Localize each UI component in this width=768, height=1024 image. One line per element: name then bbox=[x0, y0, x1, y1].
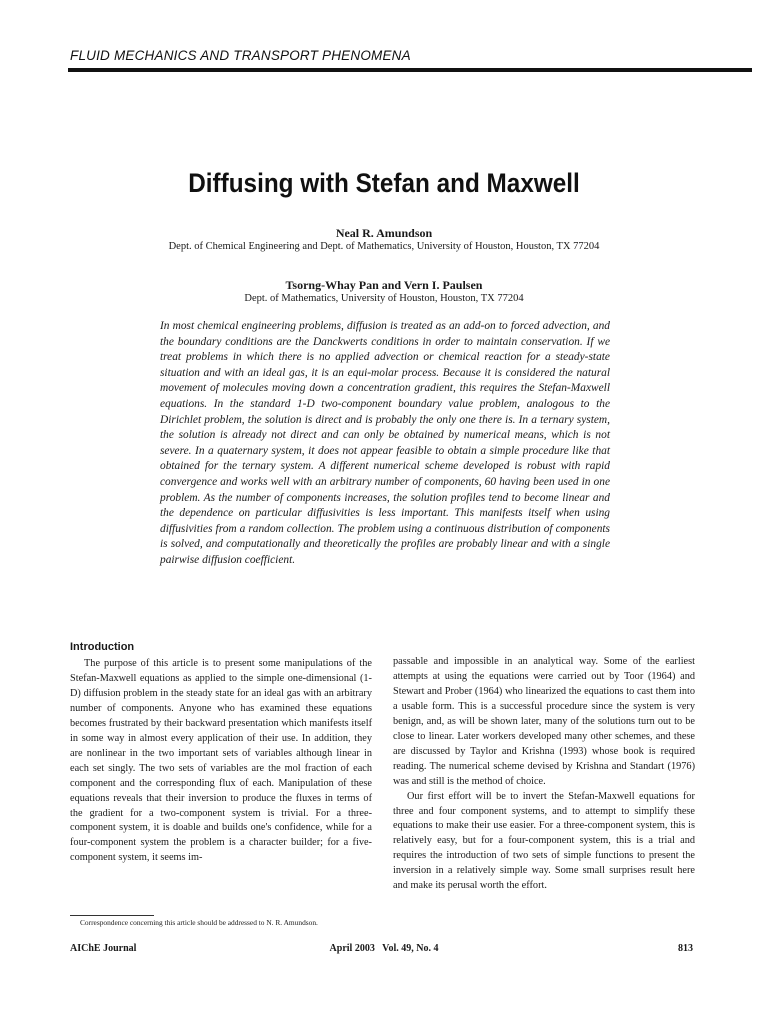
author-line-1: Neal R. Amundson bbox=[335, 226, 433, 240]
body-column-right bbox=[393, 655, 695, 894]
section-heading-introduction: Introduction bbox=[70, 641, 135, 653]
article-title: Diffusing with Stefan and Maxwell bbox=[188, 168, 580, 198]
body-paragraph: passable and impossible in an analytical way. Some of the earliest attempts at using the equations were carried out by Toor (1964) and Stewart and Prober (1964) who linearized the equations to cast them into a usable form. This is a successful procedure since the system is very benign, and, as will be shown later, many of the solutions turn out to be close to linear. Later workers developed many other schemes, and these are discussed by Taylor and Krishna (1993) whose book is required reading. The numerical scheme devised by Krishna and Standart (1976) was and still is the method of choice. bbox=[393, 656, 695, 787]
author-line-2: Tsorng-Whay Pan and Vern I. Paulsen bbox=[285, 278, 483, 292]
header-rule bbox=[68, 68, 752, 72]
correspondence-footnote: Correspondence concerning this article should be addressed to N. R. Amundson. bbox=[80, 918, 318, 927]
footer-journal-name: AIChE Journal bbox=[70, 943, 137, 954]
affiliation-line-2: Dept. of Mathematics, University of Houston, Houston, TX 77204 bbox=[244, 293, 524, 304]
footnote-rule bbox=[70, 915, 154, 916]
footer-page-number: 813 bbox=[678, 943, 693, 954]
body-column-left bbox=[70, 640, 372, 866]
affiliation-line-1: Dept. of Chemical Engineering and Dept. of Mathematics, University of Houston, Houston, TX 77204 bbox=[168, 241, 600, 252]
journal-section-header: FLUID MECHANICS AND TRANSPORT PHENOMENA bbox=[70, 48, 411, 63]
abstract: In most chemical engineering problems, diffusion is treated as an add-on to forced advection, and the boundary conditions are the Danckwerts conditions in order to maintain conservation. If we treat problems in which there is no applied advection or chemical reaction for a steady-state situation and with an ideal gas, it is an equi-molar process. Because it is considered the natural movement of molecules moving down a concentration gradient, this requires the Stefan-Maxwell equations. In the standard 1-D two-component boundary value problem, analogous to the Dirichlet problem, the solution is direct and is probably the only one there is. In a ternary system, the solution is already not direct and can only be obtained by numerical means, which is not severe. In a quaternary system, it does not appear feasible to obtain a simple procedure like that obtained for the ternary system. A different numerical scheme developed is robust with rapid convergence and works well with an arbitrary number of components, 60 having been used in one problem. As the number of components increases, the solution profiles tend to become linear and the dependence on particular diffusivities is less important. This manifests itself when using diffusivities from a random collection. The problem using a continuous distribution of components is solved, and computationally and theoretically the profiles are probably linear and with a single pairwise diffusion coefficient. bbox=[160, 320, 610, 566]
footer-issue: April 2003 Vol. 49, No. 4 bbox=[329, 943, 439, 954]
body-paragraph: The purpose of this article is to present some manipulations of the Stefan-Maxwell equations as applied to the simple one-dimensional (1-D) diffusion problem in the steady state for an ideal gas with an arbitrary number of components. Anyone who has examined these equations becomes frustrated by their backward presentation which manifests itself in some way in almost every application of their use. In addition, they are nonlinear in the two important sets of variables although linear in each set singly. The two sets of variables are the mol fraction of each component and the corresponding flux of each. Manipulation of these equations reveals that their inversion to produce the fluxes in terms of the gradient for a two-component system is trivial. For a three-component system, it is doable and builds one's confidence, while for a four-component system the problem is a character builder; for a five-component system, it seems im- bbox=[70, 658, 372, 864]
body-paragraph: Our first effort will be to invert the Stefan-Maxwell equations for three and four component systems, and to attempt to simplify these equations to make their use easier. For a three-component system, this is relatively easy, but for a four-component system, this is a trial and requires the introduction of two sets of simple functions to present the inversion in a relatively simple way. Some small surprises result here and make its perusal worth the effort. bbox=[393, 790, 695, 892]
